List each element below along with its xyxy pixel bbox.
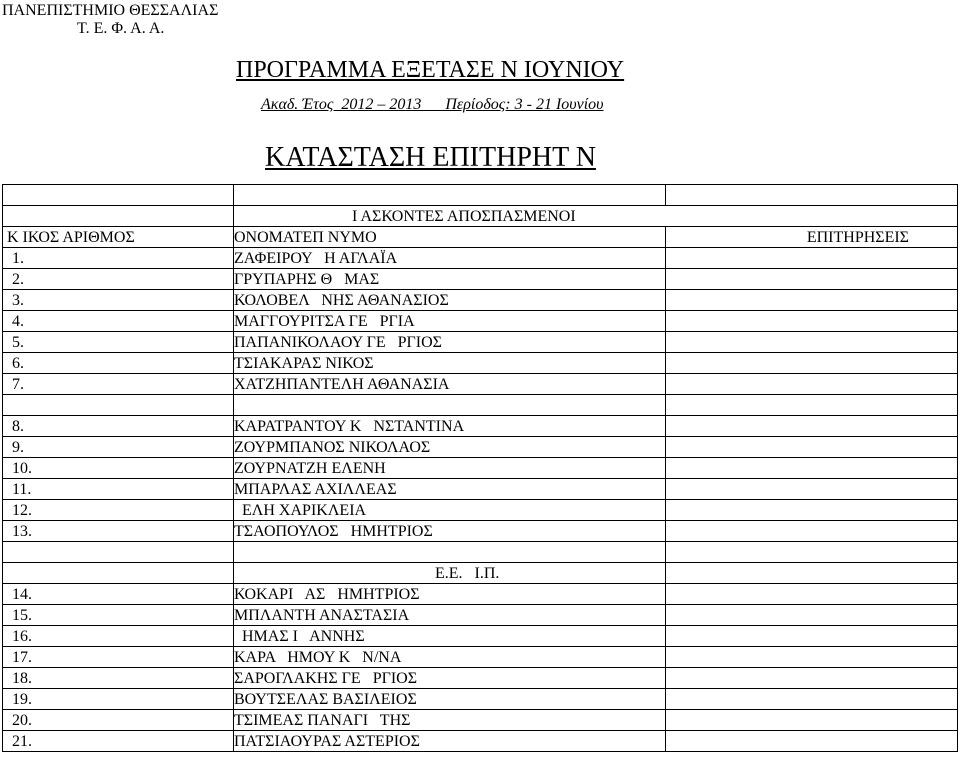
duties-cell	[666, 458, 958, 479]
supervisor-name: ΧΑΤΖΗΠΑΝΤΕΛΗ ΑΘΑΝΑΣΙΑ	[234, 374, 666, 395]
supervisor-name: ΖΑΦΕΙΡΟΥ Η ΑΓΛΑΪΑ	[234, 248, 666, 269]
row-number: 6.	[3, 353, 234, 374]
duties-cell	[666, 647, 958, 668]
supervisor-name: ΕΛΗ ΧΑΡΙΚΛΕΙΑ	[234, 500, 666, 521]
supervisor-name: ΒΟΥΤΣΕΛΑΣ ΒΑΣΙΛΕΙΟΣ	[234, 689, 666, 710]
supervisor-name: ΚΑΡΑ ΗΜΟΥ Κ Ν/ΝΑ	[234, 647, 666, 668]
duties-cell	[666, 269, 958, 290]
page-subtitle: Ακαδ. Έτος 2012 – 2013 Περίοδος: 3 - 21 Ιουνίου	[261, 96, 604, 113]
table-row	[3, 668, 958, 689]
blank-row	[3, 185, 958, 206]
table-row	[3, 647, 958, 668]
department-name: Τ. Ε. Φ. Α. Α.	[77, 20, 165, 37]
supervisor-name: ΜΠΑΡΛΑΣ ΑΧΙΛΛΕΑΣ	[234, 479, 666, 500]
table-row	[3, 626, 958, 647]
blank-row	[3, 542, 958, 563]
row-number: 11.	[3, 479, 234, 500]
supervisor-name: ΜΑΓΓΟΥΡΙΤΣΑ ΓΕ ΡΓΙΑ	[234, 311, 666, 332]
table-row	[3, 374, 958, 395]
duties-cell	[666, 710, 958, 731]
table-row	[3, 731, 958, 752]
table-row	[3, 584, 958, 605]
row-number: 20.	[3, 710, 234, 731]
duties-cell	[666, 584, 958, 605]
table-row	[3, 290, 958, 311]
row-number: 13.	[3, 521, 234, 542]
table-row	[3, 689, 958, 710]
section-title: ΚΑΤΑΣΤΑΣΗ ΕΠΙΤΗΡΗΤ Ν	[265, 142, 596, 173]
row-number: 3.	[3, 290, 234, 311]
column-header-row	[3, 227, 958, 248]
row-number: 10.	[3, 458, 234, 479]
supervisor-name: ΗΜΑΣ Ι ΑΝΝΗΣ	[234, 626, 666, 647]
table-row	[3, 710, 958, 731]
page-title: ΠΡΟΓΡΑΜΜΑ ΕΞΕΤΑΣΕ Ν ΙΟΥΝΙΟΥ	[236, 57, 625, 83]
table-row	[3, 311, 958, 332]
table-row	[3, 353, 958, 374]
blank-row	[3, 395, 958, 416]
supervisor-name: ΚΟΚΑΡΙ ΑΣ ΗΜΗΤΡΙΟΣ	[234, 584, 666, 605]
supervisor-name: ΠΑΤΣΙΑΟΥΡΑΣ ΑΣΤΕΡΙΟΣ	[234, 731, 666, 752]
duties-cell	[666, 689, 958, 710]
row-number: 17.	[3, 647, 234, 668]
duties-cell	[666, 626, 958, 647]
row-number: 12.	[3, 500, 234, 521]
row-number: 7.	[3, 374, 234, 395]
row-number: 4.	[3, 311, 234, 332]
group-header-row	[3, 206, 958, 227]
row-number: 2.	[3, 269, 234, 290]
supervisor-name: ΓΡΥΠΑΡΗΣ Θ ΜΑΣ	[234, 269, 666, 290]
duties-cell	[666, 416, 958, 437]
row-number: 14.	[3, 584, 234, 605]
duties-cell	[666, 332, 958, 353]
supervisor-name: ΖΟΥΡΝΑΤΖΗ ΕΛΕΝΗ	[234, 458, 666, 479]
supervisor-name: ΚΑΡΑΤΡΑΝΤΟΥ Κ ΝΣΤΑΝΤΙΝΑ	[234, 416, 666, 437]
row-number: 5.	[3, 332, 234, 353]
supervisors-table	[2, 184, 958, 752]
duties-cell	[666, 731, 958, 752]
duties-cell	[666, 311, 958, 332]
table-row	[3, 416, 958, 437]
supervisor-name: ΣΑΡΟΓΛΑΚΗΣ ΓΕ ΡΓΙΟΣ	[234, 668, 666, 689]
group-title-seconded: Ι ΑΣΚΟΝΤΕΣ ΑΠΟΣΠΑΣΜΕΝΟΙ	[234, 206, 958, 227]
duties-cell	[666, 248, 958, 269]
duties-cell	[666, 437, 958, 458]
column-header-name: ΟΝΟΜΑΤΕΠ ΝΥΜΟ	[234, 227, 666, 248]
duties-cell	[666, 479, 958, 500]
column-header-duties: ΕΠΙΤΗΡΗΣΕΙΣ	[666, 227, 958, 248]
row-number: 9.	[3, 437, 234, 458]
table-row	[3, 458, 958, 479]
row-number: 8.	[3, 416, 234, 437]
supervisor-name: ΚΟΛΟΒΕΛ ΝΗΣ ΑΘΑΝΑΣΙΟΣ	[234, 290, 666, 311]
duties-cell	[666, 605, 958, 626]
row-number: 21.	[3, 731, 234, 752]
duties-cell	[666, 500, 958, 521]
duties-cell	[666, 668, 958, 689]
group-header-row	[3, 563, 958, 584]
table-row	[3, 332, 958, 353]
supervisor-name: ΜΠΛΑΝΤΗ ΑΝΑΣΤΑΣΙΑ	[234, 605, 666, 626]
duties-cell	[666, 521, 958, 542]
supervisor-name: ΠΑΠΑΝΙΚΟΛΑΟΥ ΓΕ ΡΓΙΟΣ	[234, 332, 666, 353]
row-number: 16.	[3, 626, 234, 647]
duties-cell	[666, 353, 958, 374]
duties-cell	[666, 374, 958, 395]
group-title-staff: Ε.Ε. Ι.Π.	[234, 563, 666, 584]
row-number: 15.	[3, 605, 234, 626]
column-header-code: Κ ΙΚΟΣ ΑΡΙΘΜΟΣ	[3, 227, 234, 248]
supervisor-name: ΤΣΙΑΚΑΡΑΣ ΝΙΚΟΣ	[234, 353, 666, 374]
supervisor-name: ΖΟΥΡΜΠΑΝΟΣ ΝΙΚΟΛΑΟΣ	[234, 437, 666, 458]
duties-cell	[666, 290, 958, 311]
table-row	[3, 269, 958, 290]
table-row	[3, 248, 958, 269]
table-row	[3, 479, 958, 500]
university-name: ΠΑΝΕΠΙΣΤΗΜΙΟ ΘΕΣΣΑΛΙΑΣ	[2, 2, 219, 19]
supervisor-name: ΤΣΑΟΠΟΥΛΟΣ ΗΜΗΤΡΙΟΣ	[234, 521, 666, 542]
table-row	[3, 521, 958, 542]
row-number: 1.	[3, 248, 234, 269]
row-number: 18.	[3, 668, 234, 689]
table-row	[3, 500, 958, 521]
table-row	[3, 437, 958, 458]
supervisor-name: ΤΣΙΜΕΑΣ ΠΑΝΑΓΙ ΤΗΣ	[234, 710, 666, 731]
table-row	[3, 605, 958, 626]
row-number: 19.	[3, 689, 234, 710]
